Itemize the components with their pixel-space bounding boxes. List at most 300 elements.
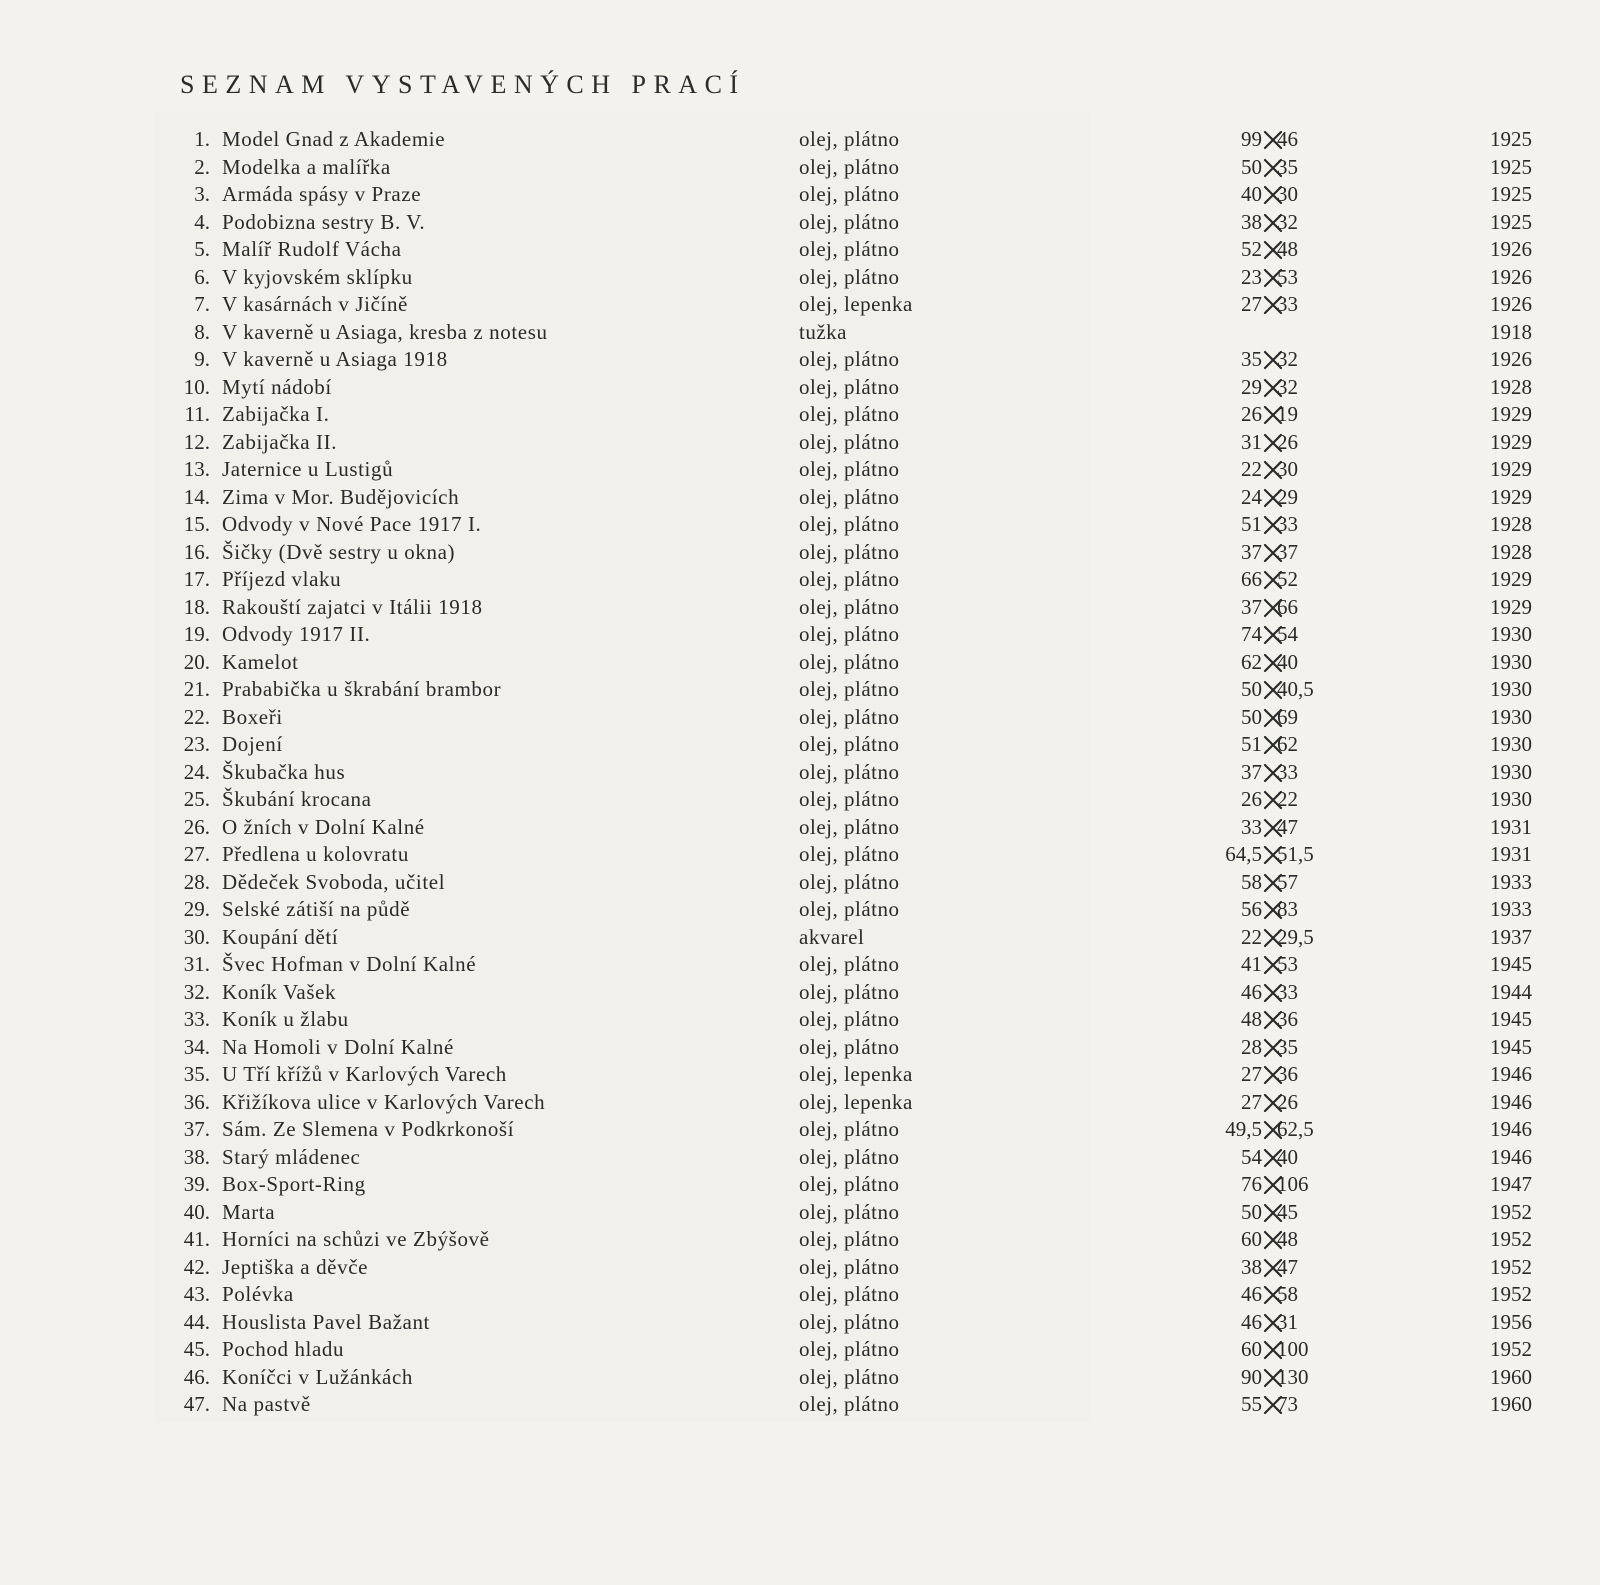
work-title: Modelka a malířka: [222, 154, 391, 179]
work-medium: olej, plátno: [799, 842, 900, 866]
work-title: Box-Sport-Ring: [222, 1172, 366, 1196]
work-year: 1930: [1490, 649, 1532, 674]
work-height: 32: [1277, 374, 1298, 399]
work-medium: olej, plátno: [799, 567, 900, 591]
work-number: 34.: [183, 1034, 210, 1059]
work-row: [0, 1254, 1600, 1282]
work-medium: olej, plátno: [799, 1227, 900, 1251]
work-number: 3.: [194, 182, 210, 206]
work-width: 49,5: [1225, 1117, 1262, 1141]
work-medium: olej, plátno: [799, 182, 900, 206]
work-width: 27: [1241, 1062, 1262, 1086]
work-year: 1933: [1490, 897, 1532, 921]
work-title: Koníčci v Lužánkách: [222, 1364, 413, 1389]
work-number: 40.: [183, 1199, 210, 1224]
work-title: Pochod hladu: [222, 1337, 345, 1361]
work-width: 37: [1241, 594, 1262, 619]
work-height: 33: [1277, 979, 1298, 1004]
work-height: 40: [1277, 649, 1298, 674]
work-title: Horníci na schůzi ve Zbýšově: [222, 1227, 490, 1251]
work-height: 57: [1277, 869, 1298, 894]
work-row: [0, 429, 1600, 457]
work-row: [0, 1309, 1600, 1337]
work-row: [0, 484, 1600, 512]
work-number: 2.: [194, 154, 210, 179]
work-medium: olej, plátno: [799, 237, 900, 261]
work-row: [0, 1061, 1600, 1089]
work-medium: olej, plátno: [799, 649, 900, 674]
work-medium: olej, plátno: [799, 127, 900, 151]
work-medium: olej, plátno: [799, 347, 900, 371]
work-width: 27: [1241, 292, 1262, 316]
work-medium: olej, plátno: [799, 154, 900, 179]
work-height: 40,5: [1277, 677, 1314, 701]
work-year: 1930: [1490, 622, 1532, 646]
work-width: 51: [1241, 732, 1262, 756]
work-number: 9.: [194, 347, 210, 371]
work-height: 19: [1277, 402, 1298, 426]
work-number: 44.: [183, 1309, 210, 1334]
work-title: Křižíkova ulice v Karlových Varech: [222, 1089, 546, 1114]
work-row: [0, 456, 1600, 484]
work-number: 46.: [183, 1364, 210, 1389]
work-title: Houslista Pavel Bažant: [222, 1309, 430, 1334]
work-title: Odvody 1917 II.: [222, 622, 371, 646]
work-medium: olej, plátno: [799, 402, 900, 426]
work-row: [0, 594, 1600, 622]
work-number: 27.: [183, 842, 210, 866]
work-medium: olej, plátno: [799, 264, 900, 289]
work-row: [0, 264, 1600, 292]
work-row: [0, 181, 1600, 209]
work-medium: olej, plátno: [799, 484, 900, 509]
work-title: Malíř Rudolf Vácha: [222, 237, 402, 261]
work-title: Selské zátiší na půdě: [222, 897, 411, 921]
work-year: 1944: [1490, 979, 1532, 1004]
work-height: 48: [1277, 237, 1298, 261]
work-width: 22: [1241, 924, 1262, 949]
work-year: 1929: [1490, 484, 1532, 509]
work-row: [0, 841, 1600, 869]
work-year: 1930: [1490, 677, 1532, 701]
work-height: 36: [1277, 1007, 1298, 1031]
work-medium: olej, plátno: [799, 1282, 900, 1306]
work-medium: akvarel: [799, 924, 865, 949]
work-year: 1946: [1490, 1144, 1532, 1169]
work-row: [0, 154, 1600, 182]
work-year: 1928: [1490, 374, 1532, 399]
work-title: U Tří křížů v Karlových Varech: [222, 1062, 507, 1086]
work-row: [0, 649, 1600, 677]
work-width: 28: [1241, 1034, 1262, 1059]
work-medium: olej, plátno: [799, 209, 900, 234]
work-number: 8.: [194, 319, 210, 344]
work-title: Podobizna sestry B. V.: [222, 209, 426, 234]
work-medium: olej, plátno: [799, 539, 900, 564]
work-medium: olej, plátno: [799, 677, 900, 701]
work-width: 50: [1241, 1199, 1262, 1224]
works-list: [0, 126, 1600, 1419]
work-height: 62: [1277, 732, 1298, 756]
work-medium: olej, lepenka: [799, 1089, 913, 1114]
work-medium: olej, plátno: [799, 1364, 900, 1389]
work-number: 36.: [183, 1089, 210, 1114]
work-row: [0, 1116, 1600, 1144]
work-title: V kaverně u Asiaga 1918: [222, 347, 448, 371]
work-medium: olej, plátno: [799, 732, 900, 756]
work-height: 32: [1277, 209, 1298, 234]
work-number: 43.: [183, 1282, 210, 1306]
work-height: 29,5: [1277, 924, 1314, 949]
work-width: 41: [1241, 952, 1262, 976]
work-medium: olej, plátno: [799, 869, 900, 894]
work-row: [0, 291, 1600, 319]
work-title: Prababička u škrabání brambor: [222, 677, 502, 701]
work-width: 27: [1241, 1089, 1262, 1114]
work-title: Na pastvě: [222, 1392, 311, 1416]
work-medium: olej, plátno: [799, 374, 900, 399]
work-title: V kasárnách v Jičíně: [222, 292, 408, 316]
work-year: 1930: [1490, 787, 1532, 811]
work-row: [0, 1226, 1600, 1254]
work-title: Jeptiška a děvče: [222, 1254, 369, 1279]
work-year: 1947: [1490, 1172, 1532, 1196]
work-year: 1925: [1490, 182, 1532, 206]
work-row: [0, 209, 1600, 237]
work-width: 52: [1241, 237, 1262, 261]
work-title: Švec Hofman v Dolní Kalné: [222, 952, 477, 976]
work-year: 1945: [1490, 952, 1532, 976]
work-medium: olej, plátno: [799, 787, 900, 811]
work-year: 1946: [1490, 1117, 1532, 1141]
work-row: [0, 814, 1600, 842]
work-title: Dojení: [222, 732, 283, 756]
work-width: 26: [1241, 787, 1262, 811]
work-year: 1946: [1490, 1062, 1532, 1086]
work-medium: olej, plátno: [799, 1199, 900, 1224]
work-row: [0, 319, 1600, 347]
work-height: 45: [1277, 1199, 1298, 1224]
work-title: Zabijačka I.: [222, 402, 330, 426]
work-width: 31: [1241, 429, 1262, 454]
work-title: Starý mládenec: [222, 1144, 361, 1169]
work-row: [0, 566, 1600, 594]
work-title: Předlena u kolovratu: [222, 842, 409, 866]
work-row: [0, 1034, 1600, 1062]
work-row: [0, 951, 1600, 979]
work-medium: olej, plátno: [799, 1117, 900, 1141]
work-title: Sám. Ze Slemena v Podkrkonoší: [222, 1117, 515, 1141]
work-title: Zabijačka II.: [222, 429, 338, 454]
work-width: 48: [1241, 1007, 1262, 1031]
work-number: 38.: [183, 1144, 210, 1169]
work-title: Marta: [222, 1199, 276, 1224]
work-year: 1952: [1490, 1227, 1532, 1251]
work-height: 66: [1277, 594, 1298, 619]
work-height: 53: [1277, 264, 1298, 289]
work-number: 11.: [184, 402, 210, 426]
work-height: 33: [1277, 759, 1298, 784]
work-title: Polévka: [222, 1282, 294, 1306]
work-year: 1931: [1490, 814, 1532, 839]
work-year: 1952: [1490, 1282, 1532, 1306]
work-row: [0, 401, 1600, 429]
work-year: 1925: [1490, 154, 1532, 179]
work-title: Příjezd vlaku: [222, 567, 342, 591]
work-height: 51,5: [1277, 842, 1314, 866]
work-row: [0, 1006, 1600, 1034]
work-year: 1952: [1490, 1199, 1532, 1224]
work-height: 54: [1277, 622, 1298, 646]
work-height: 47: [1277, 814, 1298, 839]
work-medium: olej, plátno: [799, 1144, 900, 1169]
work-number: 25.: [183, 787, 210, 811]
work-number: 45.: [183, 1337, 210, 1361]
work-height: 130: [1277, 1364, 1309, 1389]
work-width: 64,5: [1225, 842, 1262, 866]
work-number: 39.: [183, 1172, 210, 1196]
work-height: 30: [1277, 182, 1298, 206]
work-width: 46: [1241, 979, 1262, 1004]
work-width: 66: [1241, 567, 1262, 591]
work-row: [0, 236, 1600, 264]
work-year: 1928: [1490, 512, 1532, 536]
work-number: 22.: [183, 704, 210, 729]
work-row: [0, 786, 1600, 814]
work-year: 1960: [1490, 1364, 1532, 1389]
work-number: 47.: [183, 1392, 210, 1416]
work-medium: olej, plátno: [799, 1172, 900, 1196]
work-year: 1929: [1490, 402, 1532, 426]
work-title: Škubačka hus: [222, 759, 346, 784]
work-row: [0, 1391, 1600, 1419]
work-year: 1929: [1490, 567, 1532, 591]
work-number: 37.: [183, 1117, 210, 1141]
work-height: 35: [1277, 1034, 1298, 1059]
work-number: 6.: [194, 264, 210, 289]
work-number: 10.: [183, 374, 210, 399]
work-year: 1931: [1490, 842, 1532, 866]
work-title: Na Homoli v Dolní Kalné: [222, 1034, 454, 1059]
work-height: 46: [1277, 127, 1298, 151]
work-height: 37: [1277, 539, 1298, 564]
work-year: 1946: [1490, 1089, 1532, 1114]
work-height: 69: [1277, 704, 1298, 729]
work-height: 36: [1277, 1062, 1298, 1086]
work-number: 15.: [183, 512, 210, 536]
work-height: 48: [1277, 1227, 1298, 1251]
work-width: 46: [1241, 1282, 1262, 1306]
work-year: 1930: [1490, 732, 1532, 756]
work-width: 38: [1241, 1254, 1262, 1279]
work-medium: olej, plátno: [799, 704, 900, 729]
work-year: 1952: [1490, 1337, 1532, 1361]
work-number: 5.: [194, 237, 210, 261]
work-title: V kyjovském sklípku: [222, 264, 413, 289]
work-width: 90: [1241, 1364, 1262, 1389]
work-width: 23: [1241, 264, 1262, 289]
page-title: SEZNAM VYSTAVENÝCH PRACÍ: [180, 70, 746, 99]
work-height: 32: [1277, 347, 1298, 371]
work-year: 1926: [1490, 347, 1532, 371]
work-row: [0, 621, 1600, 649]
work-title: Škubání krocana: [222, 787, 372, 811]
work-width: 60: [1241, 1227, 1262, 1251]
work-year: 1926: [1490, 237, 1532, 261]
work-number: 24.: [183, 759, 210, 784]
work-number: 26.: [183, 814, 210, 839]
work-height: 35: [1277, 154, 1298, 179]
work-height: 30: [1277, 457, 1298, 481]
work-number: 17.: [183, 567, 210, 591]
work-row: [0, 1281, 1600, 1309]
work-medium: olej, lepenka: [799, 292, 913, 316]
work-number: 16.: [183, 539, 210, 564]
work-width: 37: [1241, 759, 1262, 784]
work-row: [0, 511, 1600, 539]
work-medium: olej, plátno: [799, 512, 900, 536]
work-height: 31: [1277, 1309, 1298, 1334]
work-row: [0, 126, 1600, 154]
work-number: 23.: [183, 732, 210, 756]
work-number: 18.: [183, 594, 210, 619]
work-title: Jaternice u Lustigů: [222, 457, 394, 481]
work-width: 38: [1241, 209, 1262, 234]
work-year: 1933: [1490, 869, 1532, 894]
work-medium: olej, plátno: [799, 979, 900, 1004]
work-width: 58: [1241, 869, 1262, 894]
work-number: 13.: [183, 457, 210, 481]
work-row: [0, 924, 1600, 952]
work-width: 35: [1241, 347, 1262, 371]
work-title: Boxeři: [222, 704, 283, 729]
work-width: 51: [1241, 512, 1262, 536]
work-year: 1925: [1490, 127, 1532, 151]
work-height: 62,5: [1277, 1117, 1314, 1141]
work-number: 32.: [183, 979, 210, 1004]
work-year: 1925: [1490, 209, 1532, 234]
work-width: 26: [1241, 402, 1262, 426]
work-row: [0, 731, 1600, 759]
work-height: 33: [1277, 512, 1298, 536]
work-year: 1945: [1490, 1007, 1532, 1031]
work-title: Zima v Mor. Budějovicích: [222, 484, 460, 509]
work-row: [0, 759, 1600, 787]
work-height: 26: [1277, 429, 1298, 454]
work-height: 47: [1277, 1254, 1298, 1279]
work-number: 41.: [183, 1227, 210, 1251]
work-width: 37: [1241, 539, 1262, 564]
work-title: Šičky (Dvě sestry u okna): [222, 539, 456, 564]
work-width: 60: [1241, 1337, 1262, 1361]
work-number: 42.: [183, 1254, 210, 1279]
work-number: 12.: [183, 429, 210, 454]
work-year: 1945: [1490, 1034, 1532, 1059]
work-medium: olej, plátno: [799, 759, 900, 784]
work-medium: olej, plátno: [799, 952, 900, 976]
work-width: 99: [1241, 127, 1262, 151]
work-title: Odvody v Nové Pace 1917 I.: [222, 512, 482, 536]
work-year: 1928: [1490, 539, 1532, 564]
work-width: 55: [1241, 1392, 1262, 1416]
work-width: 33: [1241, 814, 1262, 839]
work-year: 1960: [1490, 1392, 1532, 1416]
work-row: [0, 1171, 1600, 1199]
work-number: 20.: [183, 649, 210, 674]
work-title: Koník Vašek: [222, 979, 337, 1004]
work-year: 1926: [1490, 292, 1532, 316]
work-row: [0, 979, 1600, 1007]
work-width: 46: [1241, 1309, 1262, 1334]
work-number: 14.: [183, 484, 210, 509]
work-year: 1918: [1490, 319, 1532, 344]
work-height: 33: [1277, 292, 1298, 316]
work-medium: olej, lepenka: [799, 1062, 913, 1086]
work-year: 1956: [1490, 1309, 1532, 1334]
work-width: 62: [1241, 649, 1262, 674]
work-number: 7.: [194, 292, 210, 316]
work-width: 22: [1241, 457, 1262, 481]
work-width: 76: [1241, 1172, 1262, 1196]
work-width: 40: [1241, 182, 1262, 206]
work-title: V kaverně u Asiaga, kresba z notesu: [222, 319, 548, 344]
work-height: 53: [1277, 952, 1298, 976]
work-width: 29: [1241, 374, 1262, 399]
work-height: 26: [1277, 1089, 1298, 1114]
work-row: [0, 539, 1600, 567]
work-year: 1952: [1490, 1254, 1532, 1279]
work-number: 19.: [183, 622, 210, 646]
work-medium: olej, plátno: [799, 457, 900, 481]
work-year: 1930: [1490, 759, 1532, 784]
work-year: 1926: [1490, 264, 1532, 289]
work-number: 28.: [183, 869, 210, 894]
work-medium: olej, plátno: [799, 897, 900, 921]
work-height: 52: [1277, 567, 1298, 591]
work-row: [0, 869, 1600, 897]
work-row: [0, 896, 1600, 924]
work-height: 73: [1277, 1392, 1298, 1416]
work-year: 1929: [1490, 594, 1532, 619]
work-width: 24: [1241, 484, 1262, 509]
work-number: 21.: [183, 677, 210, 701]
work-height: 29: [1277, 484, 1298, 509]
work-row: [0, 676, 1600, 704]
work-medium: olej, plátno: [799, 1034, 900, 1059]
work-medium: olej, plátno: [799, 622, 900, 646]
work-title: Dědeček Svoboda, učitel: [222, 869, 446, 894]
work-year: 1929: [1490, 457, 1532, 481]
work-height: 100: [1277, 1337, 1309, 1361]
work-title: Model Gnad z Akademie: [222, 127, 446, 151]
work-height: 106: [1277, 1172, 1309, 1196]
work-row: [0, 1336, 1600, 1364]
work-row: [0, 1089, 1600, 1117]
work-height: 22: [1277, 787, 1298, 811]
work-title: Koník u žlabu: [222, 1007, 349, 1031]
work-medium: tužka: [799, 319, 847, 344]
work-row: [0, 374, 1600, 402]
work-medium: olej, plátno: [799, 429, 900, 454]
work-number: 29.: [183, 897, 210, 921]
work-title: Rakouští zajatci v Itálii 1918: [222, 594, 483, 619]
work-title: Koupání dětí: [222, 924, 339, 949]
work-medium: olej, plátno: [799, 1309, 900, 1334]
work-row: [0, 1144, 1600, 1172]
work-year: 1930: [1490, 704, 1532, 729]
work-height: 83: [1277, 897, 1298, 921]
work-number: 31.: [183, 952, 210, 976]
